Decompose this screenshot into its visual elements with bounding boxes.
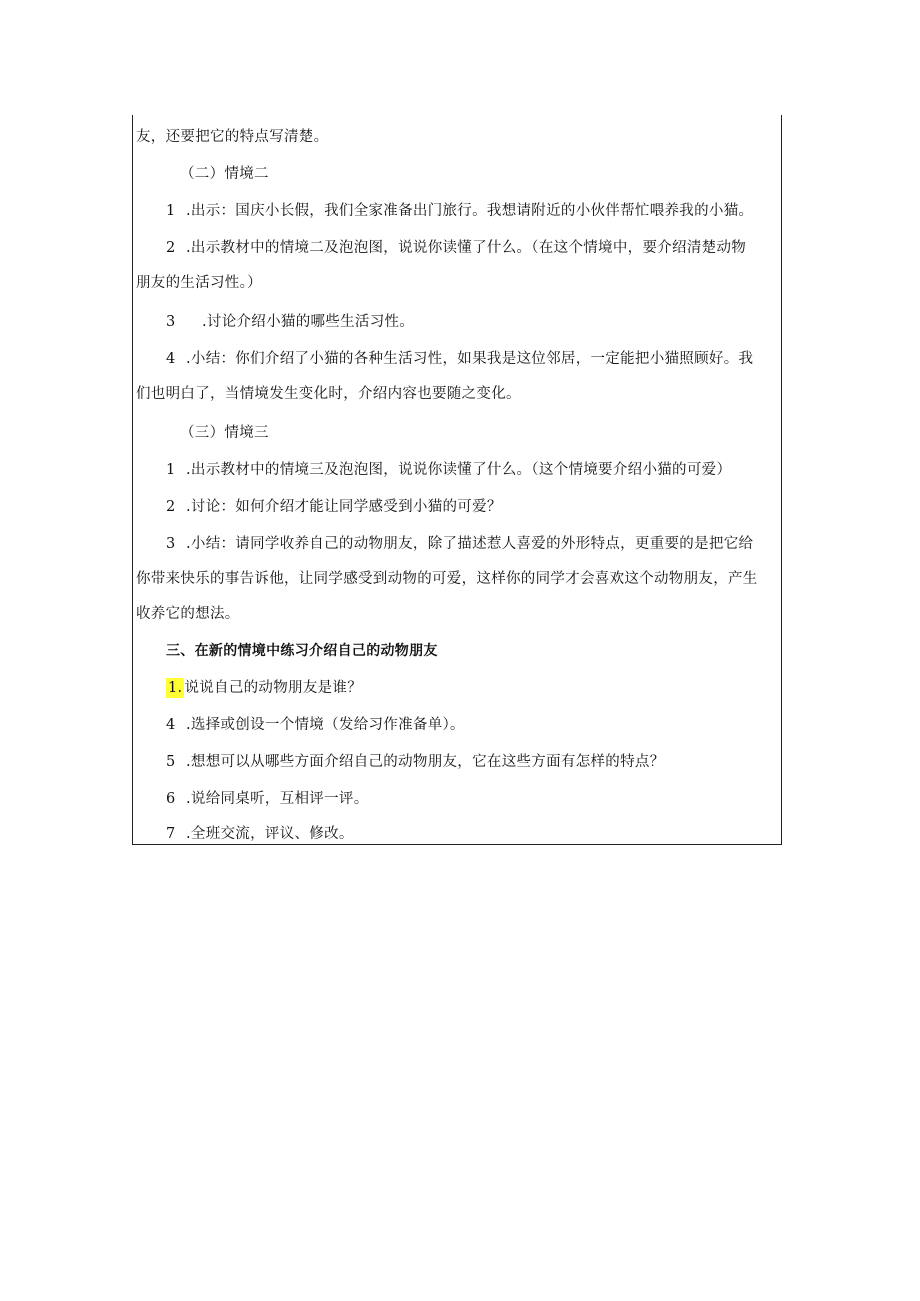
text-line: 朋友的生活习性。） bbox=[136, 275, 262, 291]
table-cell-border bbox=[132, 115, 782, 845]
list-item: 1. 说说自己的动物朋友是谁？ bbox=[168, 680, 363, 696]
highlight-marker: 1. bbox=[168, 680, 183, 696]
section-title-2: （二）情境二 bbox=[180, 166, 269, 182]
list-item: 4 .选择或创设一个情境（发给习作准备单）。 bbox=[166, 717, 465, 733]
section-title-3: （三）情境三 bbox=[180, 425, 269, 441]
text-line: 你带来快乐的事告诉他，让同学感受到动物的可爱，这样你的同学才会喜欢这个动物朋友，产生 bbox=[136, 571, 758, 587]
list-item: 1 .出示：国庆小长假，我们全家准备出门旅行。我想请附近的小伙伴帮忙喂养我的小猫。 bbox=[166, 203, 754, 219]
list-item: 5 .想想可以从哪些方面介绍自己的动物朋友，它在这些方面有怎样的特点？ bbox=[166, 754, 665, 770]
list-item: 2 .出示教材中的情境二及泡泡图，说说你读懂了什么。（在这个情境中，要介绍清楚动物 bbox=[166, 240, 747, 256]
list-item: 3 .小结：请同学收养自己的动物朋友，除了描述惹人喜爱的外形特点，更重要的是把它给 bbox=[166, 536, 754, 552]
list-item: 7 .全班交流，评议、修改。 bbox=[166, 826, 354, 842]
part-heading: 三、在新的情境中练习介绍自己的动物朋友 bbox=[166, 643, 438, 659]
list-item: 6 .说给同桌听，互相评一评。 bbox=[166, 791, 369, 807]
list-item: 4 .小结：你们介绍了小猫的各种生活习性，如果我是这位邻居，一定能把小猫照顾好。我 bbox=[166, 351, 754, 367]
text-line: 友，还要把它的特点写清楚。 bbox=[136, 129, 329, 145]
text-line: 收养它的想法。 bbox=[136, 606, 240, 622]
text-line: 们也明白了，当情境发生变化时，介绍内容也要随之变化。 bbox=[136, 386, 521, 402]
list-item: 2 .讨论：如何介绍才能让同学感受到小猫的可爱？ bbox=[166, 499, 502, 515]
list-item: 3 .讨论介绍小猫的哪些生活习性。 bbox=[166, 314, 415, 330]
list-item: 1 .出示教材中的情境三及泡泡图，说说你读懂了什么。（这个情境要介绍小猫的可爱） bbox=[166, 462, 732, 478]
